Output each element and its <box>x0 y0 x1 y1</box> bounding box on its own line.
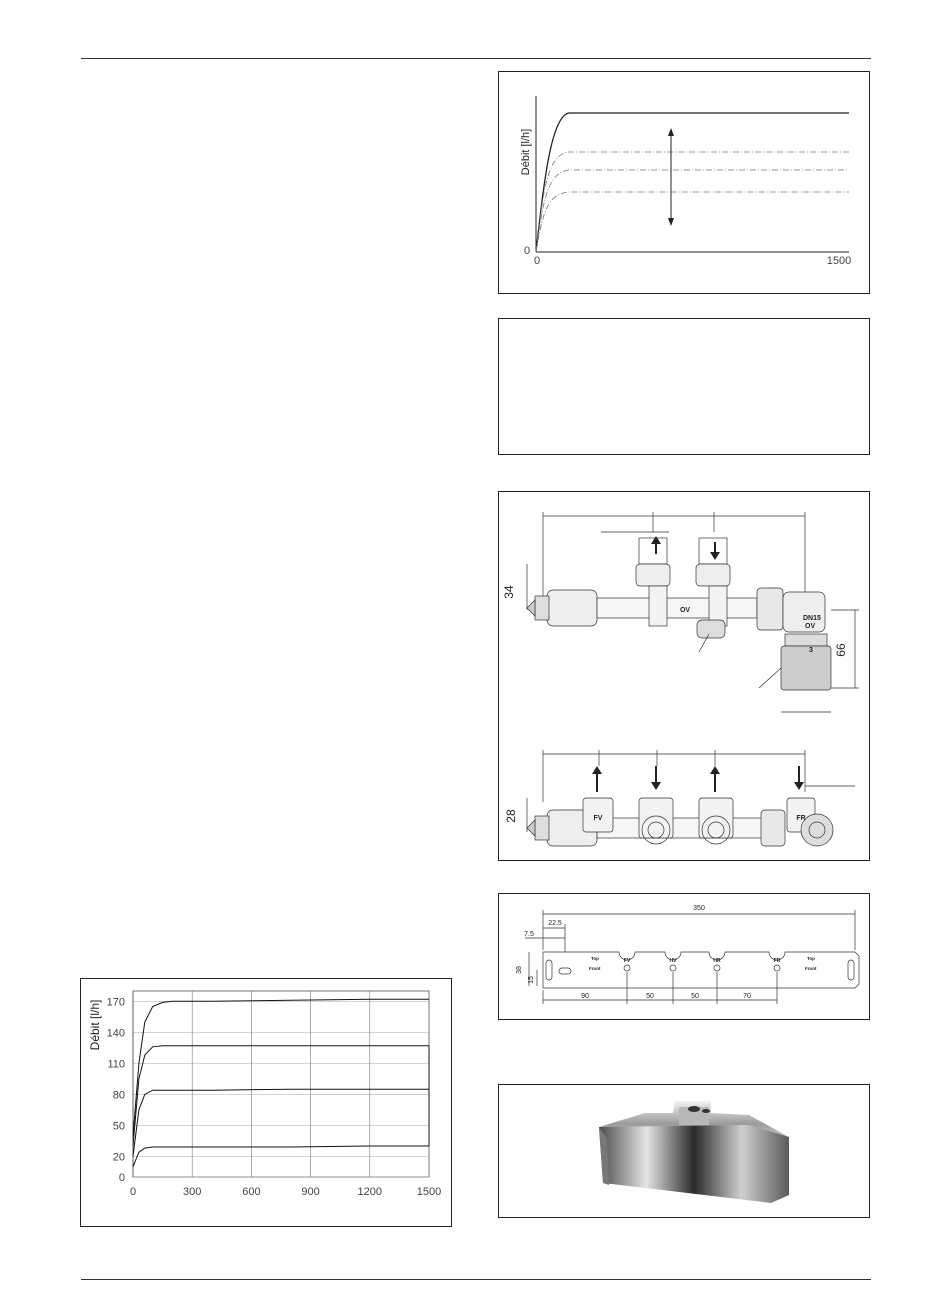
series-line-2 <box>133 1046 429 1146</box>
top-label-right: Top <box>807 956 815 961</box>
x-tick-label: 0 <box>129 1186 137 1198</box>
x-tick-label: 900 <box>301 1186 320 1198</box>
top-label-left: Top <box>591 956 599 961</box>
front-view <box>527 750 855 846</box>
curve-series-4 <box>536 192 849 252</box>
header-rule <box>81 58 871 59</box>
front-arrow-up-1-head <box>592 766 602 774</box>
x-tick-0: 0 <box>533 255 541 267</box>
x-tick-1500: 1500 <box>826 255 852 267</box>
mounting-plate-drawing <box>499 894 869 1019</box>
empty-panel <box>498 318 870 455</box>
plot-area <box>133 991 429 1177</box>
dim-22-5: 22.5 <box>548 920 562 927</box>
series-line-1 <box>133 999 429 1135</box>
dim-66: 66 <box>834 643 848 657</box>
flow-chart-top-frame <box>498 71 870 294</box>
body-label-ov: OV <box>679 607 691 614</box>
port-label-fv: FV <box>593 815 603 822</box>
x-tick-label: 1500 <box>416 1186 442 1198</box>
y-tick-label: 20 <box>112 1151 125 1164</box>
front-arrow-down-1-head <box>651 782 661 790</box>
dim-28: 28 <box>504 809 518 823</box>
seg-50b: 50 <box>691 993 699 1000</box>
seg-70: 70 <box>743 993 751 1000</box>
front-arrow-down-2-head <box>794 782 804 790</box>
front-label-right: Front <box>805 966 817 971</box>
flow-arrow-up-head <box>651 536 661 544</box>
chart-ticks <box>107 996 442 1198</box>
flow-chart-top <box>499 72 869 293</box>
dim-15: 15 <box>528 976 535 984</box>
y-axis-label: Débit [l/h] <box>88 999 102 1051</box>
y-tick-zero: 0 <box>523 245 531 257</box>
y-tick-label: 140 <box>106 1027 125 1040</box>
flow-chart-bottom-frame <box>80 978 452 1227</box>
x-tick-label: 1200 <box>357 1186 383 1198</box>
port-label-fr: FR <box>796 815 806 822</box>
dim-7-5: 7.5 <box>524 931 534 938</box>
curve-series-2 <box>536 152 849 252</box>
flow-arrow-down-head <box>710 552 720 560</box>
cover-photo-frame <box>498 1084 870 1218</box>
chrome-cover-image <box>499 1085 869 1217</box>
curve-series-3 <box>536 170 849 252</box>
front-label-left: Front <box>589 966 601 971</box>
chart-grid <box>133 991 429 1177</box>
angle-label-dn15: DN15 <box>803 615 821 622</box>
hole-label-hr: HR <box>713 958 721 964</box>
range-arrow-up-head <box>668 128 674 136</box>
valve-drawing-frame <box>498 491 870 861</box>
y-tick-label: 110 <box>107 1058 125 1071</box>
hole-label-fr: FR <box>773 958 781 964</box>
curve-series-1 <box>536 113 849 252</box>
y-tick-label: 50 <box>112 1120 125 1133</box>
hole-label-hv: HV <box>669 958 677 964</box>
x-tick-label: 300 <box>183 1186 202 1198</box>
range-arrow-down-head <box>668 218 674 226</box>
y-axis-label: Débit [l/h] <box>520 128 532 176</box>
flow-chart-bottom <box>81 979 451 1226</box>
dim-38: 38 <box>516 966 523 974</box>
footer-rule <box>81 1279 871 1280</box>
scale-mark: 3 <box>809 647 813 654</box>
y-tick-label: 80 <box>112 1089 125 1102</box>
dim-350: 350 <box>693 905 705 912</box>
angle-label-ov: OV <box>805 623 816 630</box>
chart-curves <box>133 999 429 1166</box>
mounting-plate-frame <box>498 893 870 1020</box>
y-tick-label: 170 <box>106 996 125 1009</box>
x-tick-label: 600 <box>242 1186 261 1198</box>
seg-90: 90 <box>581 993 589 1000</box>
valve-drawing <box>499 492 869 860</box>
front-arrow-up-2-head <box>710 766 720 774</box>
dim-34: 34 <box>502 585 516 599</box>
hole-label-fv: FV <box>623 958 631 964</box>
y-tick-label: 0 <box>118 1172 125 1184</box>
seg-50a: 50 <box>646 993 654 1000</box>
